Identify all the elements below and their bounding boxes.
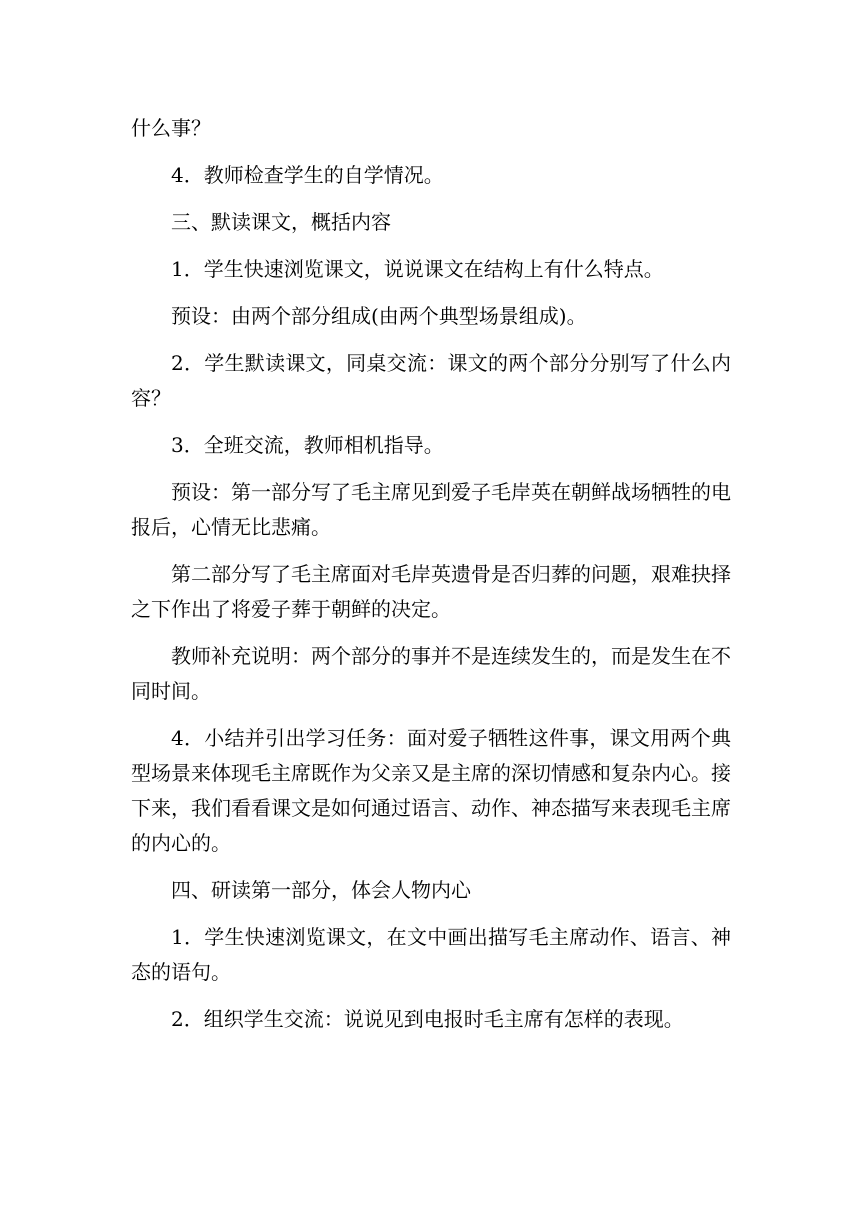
paragraph-step-1-mark: 1．学生快速浏览课文，在文中画出描写毛主席动作、语言、神态的语句。 <box>131 925 731 984</box>
paragraph-step-2-organize: 2．组织学生交流：说说见到电报时毛主席有怎样的表现。 <box>171 1007 684 1031</box>
paragraph-teacher-note: 教师补充说明：两个部分的事并不是连续发生的，而是发生在不同时间。 <box>131 644 731 703</box>
paragraph-preset-structure: 预设：由两个部分组成(由两个典型场景组成)。 <box>171 304 587 328</box>
paragraph-step-4-check: 4．教师检查学生的自学情况。 <box>171 163 444 187</box>
paragraph-step-3-class: 3．全班交流，教师相机指导。 <box>171 433 444 457</box>
paragraph-step-4-summary: 4．小结并引出学习任务：面对爱子牺牲这件事，课文用两个典型场景来体现毛主席既作为父亲又是主席的深切情感和复杂内心。接下来，我们看看课文是如何通过语言、动作、神态描写来表现毛主席的内心的。 <box>131 726 731 855</box>
document-body <box>131 111 731 1049</box>
paragraph-preset-part-one: 预设：第一部分写了毛主席见到爱子毛岸英在朝鲜战场牺牲的电报后，心情无比悲痛。 <box>131 480 731 539</box>
paragraph-part-two: 第二部分写了毛主席面对毛岸英遗骨是否归葬的问题，艰难抉择之下作出了将爱子葬于朝鲜的决定。 <box>131 562 731 621</box>
paragraph-step-2-discuss: 2．学生默读课文，同桌交流：课文的两个部分分别写了什么内容？ <box>131 351 731 410</box>
paragraph-step-1-browse: 1．学生快速浏览课文，说说课文在结构上有什么特点。 <box>171 257 664 281</box>
section-heading-4: 四、研读第一部分，体会人物内心 <box>171 878 471 902</box>
paragraph-continuation: 什么事？ <box>131 116 211 140</box>
section-heading-3: 三、默读课文，概括内容 <box>171 210 391 234</box>
